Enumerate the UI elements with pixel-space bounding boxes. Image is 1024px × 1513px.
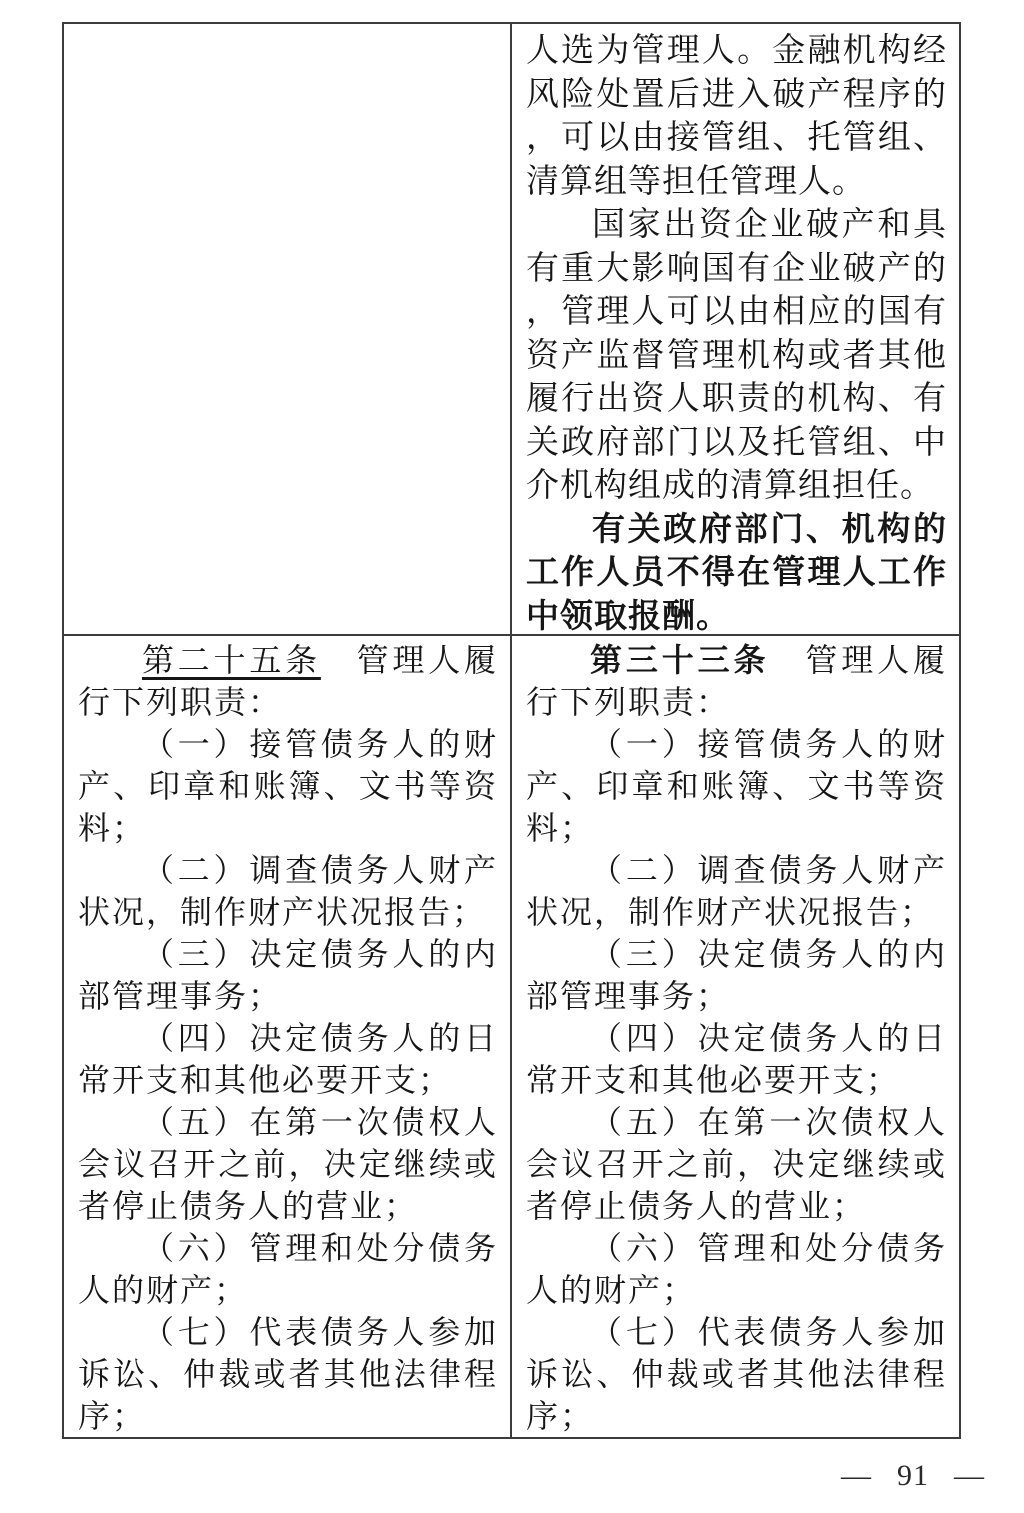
paragraph <box>78 849 498 933</box>
text-run: （五）在第一次债权人会议召开之前，决定继续或者停止债务人的营业； <box>78 1104 498 1224</box>
paragraph <box>78 639 498 723</box>
paragraph <box>78 1227 498 1311</box>
paragraph <box>78 1101 498 1227</box>
paragraph <box>526 202 947 507</box>
page-number-dash-right: — <box>954 1459 985 1492</box>
cell-old-law-article-25 <box>64 636 512 1437</box>
text-run: 第三十三条 <box>590 642 770 678</box>
text-run: （六）管理和处分债务人的财产； <box>526 1230 947 1308</box>
text-run: 有关政府部门、机构的工作人员不得在管理人工作中领取报酬。 <box>526 509 947 634</box>
paragraph <box>78 1311 498 1437</box>
paragraph <box>526 28 947 202</box>
text-run: （七）代表债务人参加诉讼、仲裁或者其他法律程序； <box>78 1314 498 1434</box>
text-run: （二）调查债务人财产状况，制作财产状况报告； <box>526 852 947 930</box>
text-run: 人选为管理人。金融机构经风险处置后进入破产程序的，可以由接管组、托管组、清算组等担任管理人。 <box>526 31 947 199</box>
paragraph <box>526 849 947 933</box>
paragraph <box>78 933 498 1017</box>
comparison-table <box>62 22 961 1439</box>
page-number-dash-left: — <box>841 1459 872 1492</box>
paragraph <box>526 1017 947 1101</box>
page-number-value: 91 <box>897 1459 929 1492</box>
text-run: （一）接管债务人的财产、印章和账簿、文书等资料； <box>78 726 498 846</box>
page-number <box>841 1456 985 1496</box>
paragraph <box>526 1227 947 1311</box>
text-run: 国家出资企业破产和具有重大影响国有企业破产的，管理人可以由相应的国有资产监督管理机构或者其他履行出资人职责的机构、有关政府部门以及托管组、中介机构组成的清算组担任。 <box>526 205 947 503</box>
text-run: （二）调查债务人财产状况，制作财产状况报告； <box>78 852 498 930</box>
text-run: 第二十五条 <box>142 642 321 678</box>
paragraph <box>78 1017 498 1101</box>
paragraph <box>526 933 947 1017</box>
cell-old-law-empty <box>64 24 512 636</box>
text-run: （一）接管债务人的财产、印章和账簿、文书等资料； <box>526 726 947 846</box>
paragraph <box>526 723 947 849</box>
text-run: （四）决定债务人的日常开支和其他必要开支； <box>526 1020 947 1098</box>
text-run: （六）管理和处分债务人的财产； <box>78 1230 498 1308</box>
text-run: （三）决定债务人的内部管理事务； <box>526 936 947 1014</box>
paragraph <box>526 507 947 637</box>
paragraph <box>526 639 947 723</box>
text-run: 管理人履行下列职责： <box>526 642 947 720</box>
text-run: （七）代表债务人参加诉讼、仲裁或者其他法律程序； <box>526 1314 947 1434</box>
text-run: （五）在第一次债权人会议召开之前，决定继续或者停止债务人的营业； <box>526 1104 947 1224</box>
text-run: （四）决定债务人的日常开支和其他必要开支； <box>78 1020 498 1098</box>
cell-new-draft-article-33 <box>512 636 959 1437</box>
cell-new-draft-continuation <box>512 24 959 636</box>
text-run: （三）决定债务人的内部管理事务； <box>78 936 498 1014</box>
text-run: 管理人履行下列职责： <box>78 642 498 720</box>
paragraph <box>526 1101 947 1227</box>
paragraph <box>526 1311 947 1437</box>
paragraph <box>78 723 498 849</box>
